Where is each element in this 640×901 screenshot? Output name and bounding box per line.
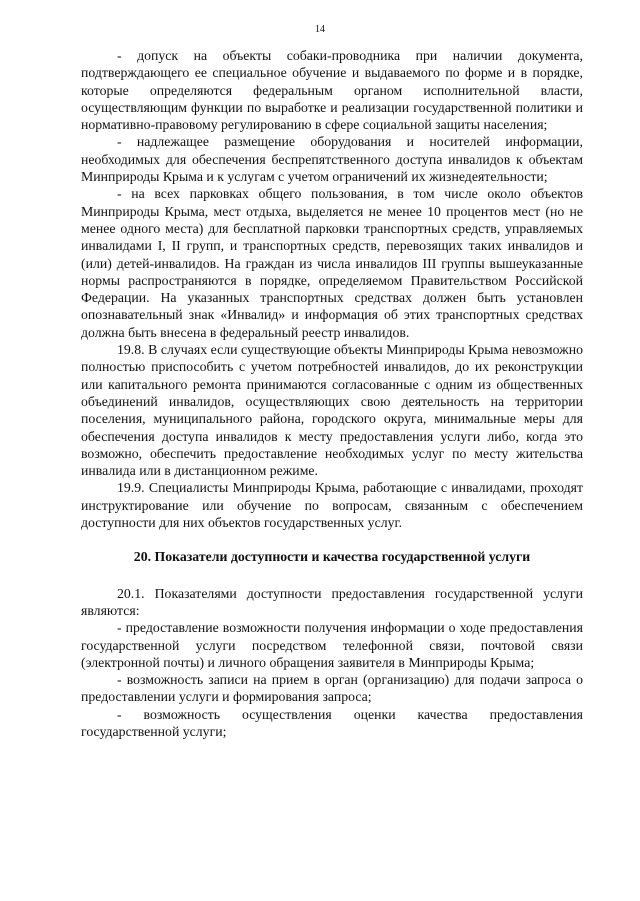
paragraph-quality-assessment: - возможность осуществления оценки качества предоставления государственной услуги; [81,706,583,739]
paragraph-19-9: 19.9. Специалисты Минприроды Крыма, работающие с инвалидами, проходят инструктирование или обучение по вопросам, связанным с обеспечением доступности для них объектов государственных услуг. [81,480,583,531]
section-heading: 20. Показатели доступности и качества государственной услуги [133,549,531,565]
paragraph-20-1: 20.1. Показателями доступности предоставления государственной услуги являются: [81,585,583,618]
paragraph-parking: - на всех парковках общего пользования, в том числе около объектов Минприроды Крыма, мест отдыха, выделяется не менее 10 процентов мест (но не менее одного места) для бесплатной парковки транспортных средств, управляемых инвалидами I, II групп, и транспортных средств, перевозящих таких инвалидов и (или) детей-инвалидов. На граждан из числа инвалидов III группы вышеуказанные нормы распространяются в порядке, определяемом Правительством Российской Федерации. На указанных транспортных средствах должен быть установлен опознавательный знак «Инвалид» и информация об этих транспортных средствах должна быть внесена в федеральный реестр инвалидов. [81,186,583,340]
page-number: 14 [315,24,325,35]
paragraph-19-8: 19.8. В случаях если существующие объекты Минприроды Крыма невозможно полностью приспособить с учетом потребностей инвалидов, до их реконструкции или капитального ремонта принимаются согласованные с одним из общественных объединений инвалидов, осуществляющих свою деятельность на территории поселения, муниципального района, городского округа, минимальные меры для обеспечения доступа инвалидов к месту предоставления услуги либо, когда это возможно, обеспечить предоставление необходимых услуг по месту жительства инвалида или в дистанционном режиме. [81,342,583,479]
document-body [81,47,583,740]
paragraph-guide-dog: - допуск на объекты собаки-проводника при наличии документа, подтверждающего ее специальное обучение и выдаваемого по форме и в порядке, которые определяются федеральным органом исполнительной власти, осуществляющим функции по выработке и реализации государственной политики и нормативно-правовому регулированию в сфере социальной защиты населения; [81,48,583,133]
paragraph-appointment: - возможность записи на прием в орган (организацию) для подачи запроса о предоставлении услуги и формирования запроса; [81,672,583,705]
paragraph-info-access: - предоставление возможности получения информации о ходе предоставления государственной услуги посредством телефонной связи, почтовой связи (электронной почты) и личного обращения заявителя в Минприроды Крыма; [81,620,583,670]
paragraph-equipment: - надлежащее размещение оборудования и носителей информации, необходимых для обеспечения беспрепятственного доступа инвалидов к объектам Минприроды Крыма и к услугам с учетом ограничений их жизнедеятельности; [81,134,583,185]
